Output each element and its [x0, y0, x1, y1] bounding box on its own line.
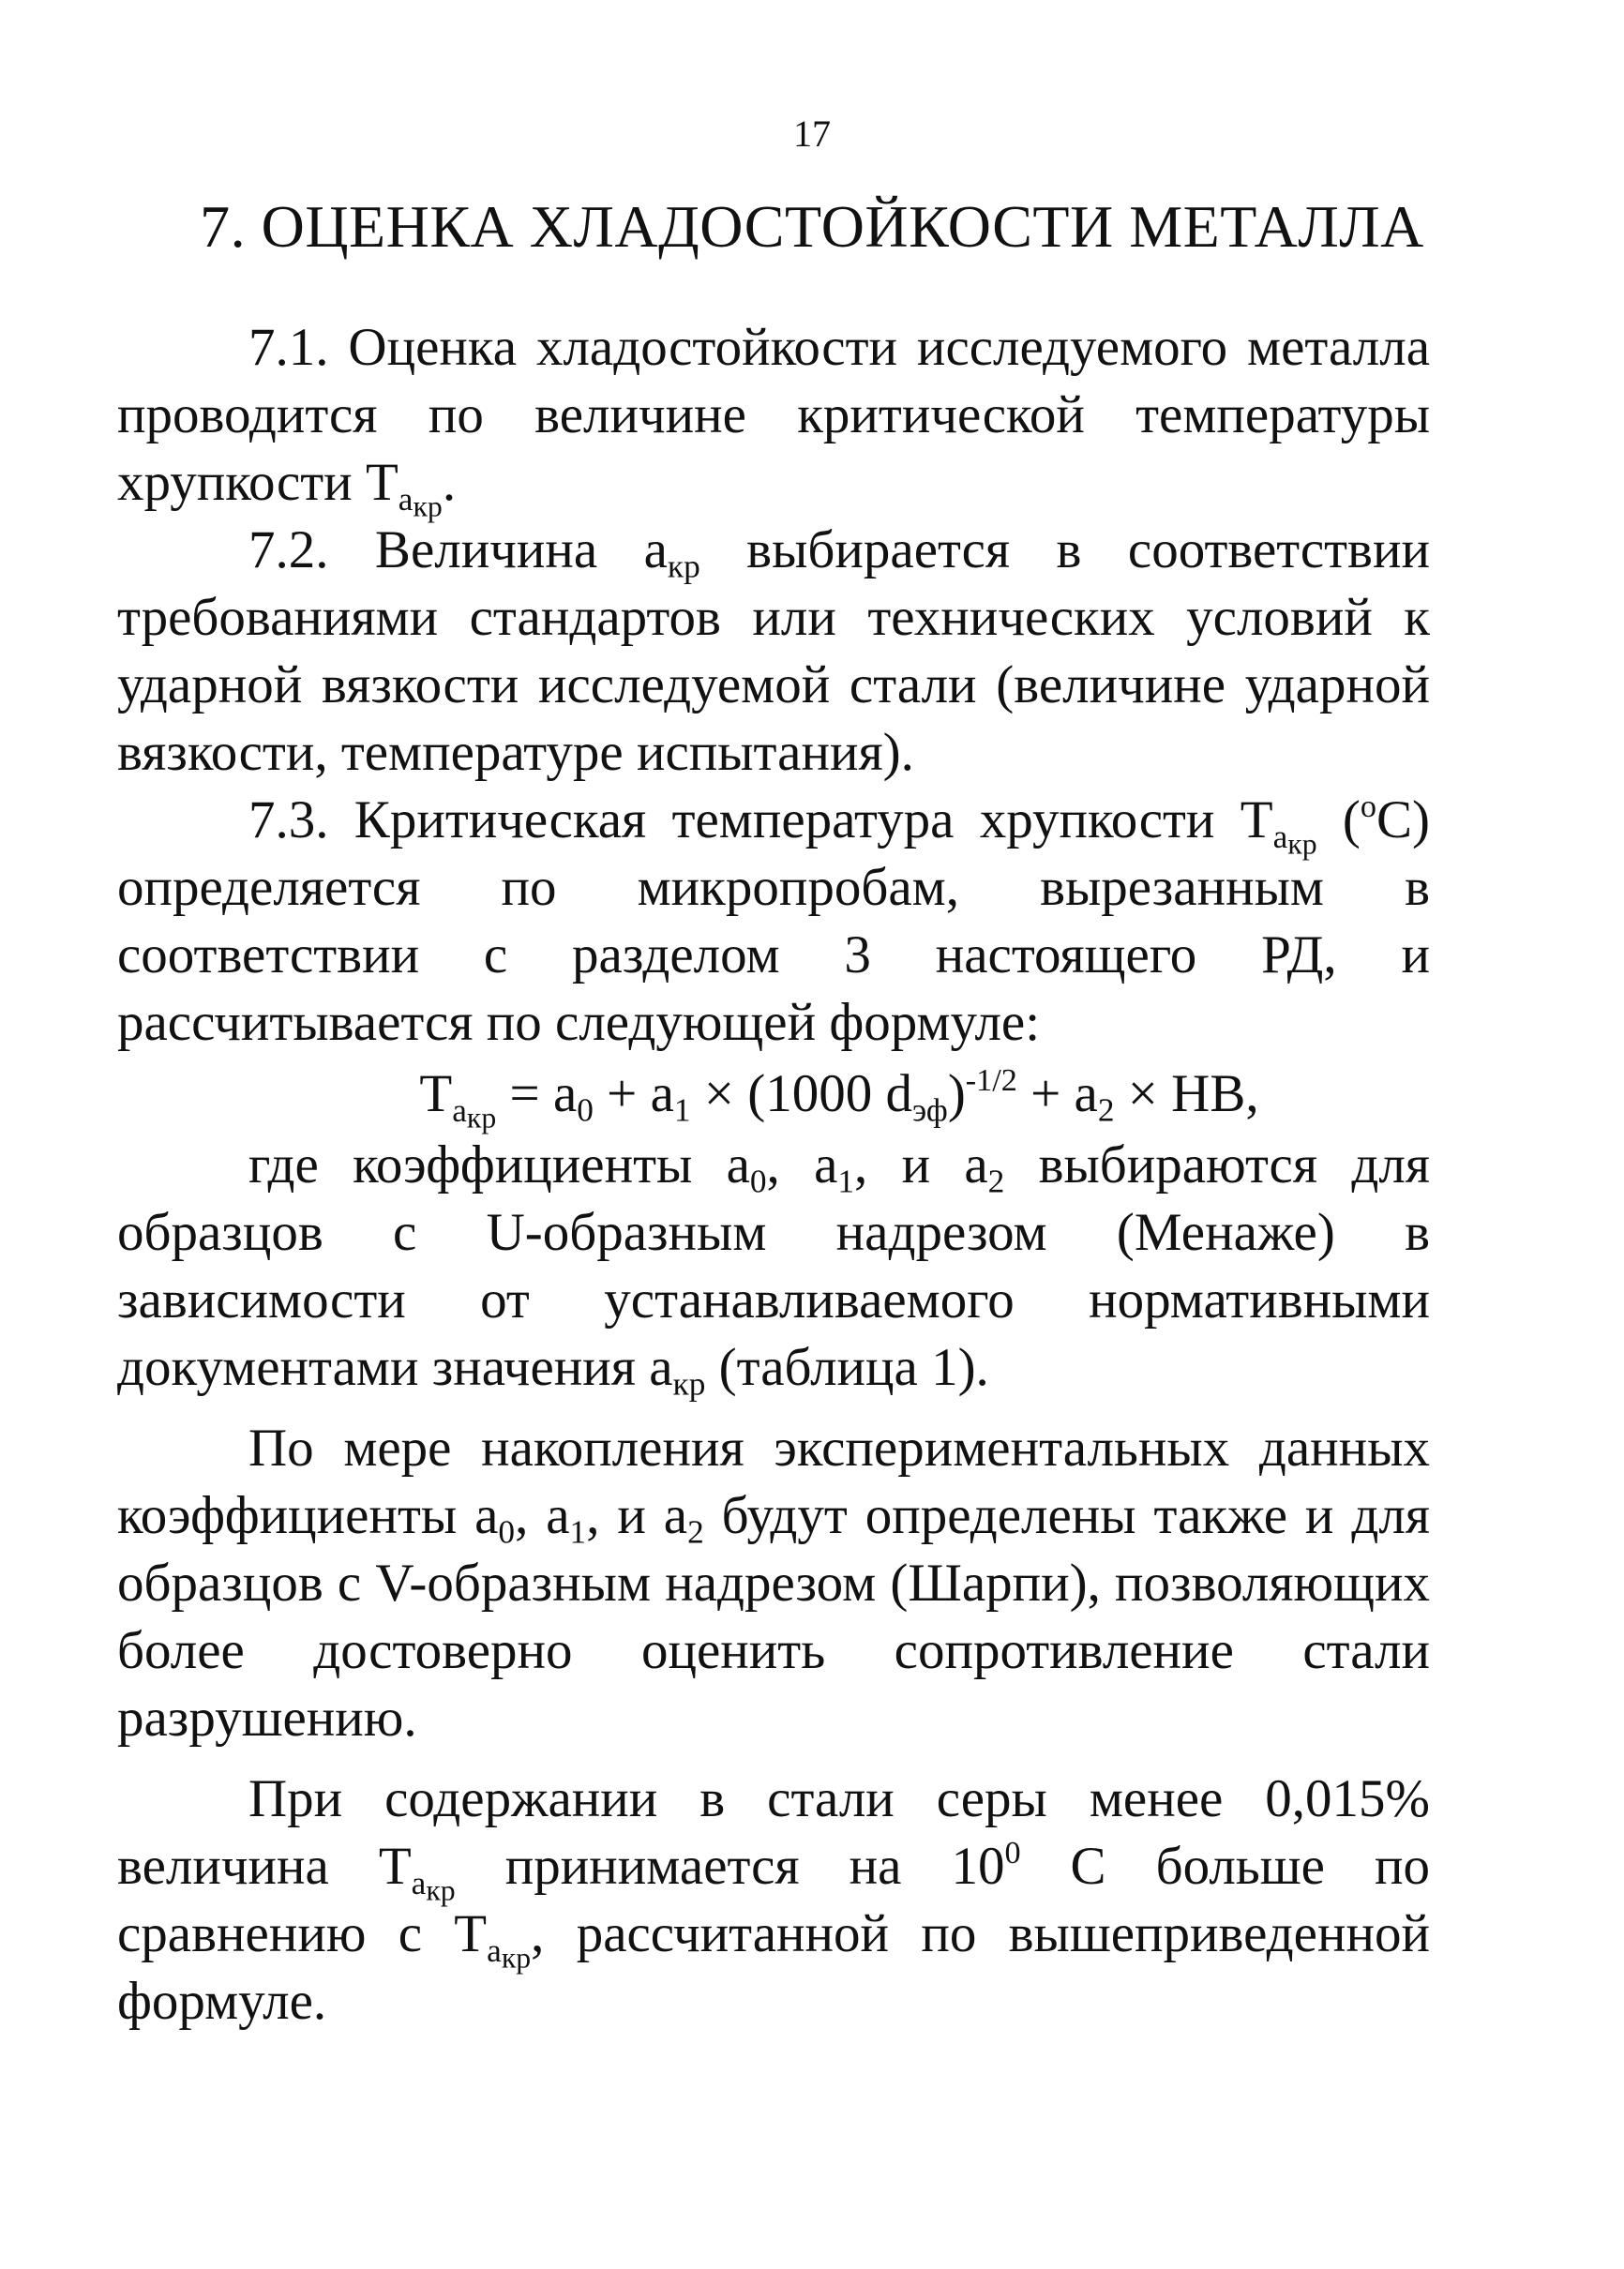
paragraph-7-2: 7.2. Величина $a_{кр}$ выбирается в соответствии требованиями стандартов или технических условий к ударной вязкости исследуемой стали (величине ударной вязкости, температуре испытания).: [117, 520, 1430, 782]
paragraph-sulfur: При содержании в стали серы менее 0,015% величина $T_{a_{кр}}$ принимается на $10^0$ С больше по сравнению с $T_{a_{кр}}$, рассчитанной по вышеприведенной формуле.: [117, 1769, 1430, 2031]
paragraph-7-1: 7.1. Оценка хладостойкости исследуемого металла проводится по величине критической температуры хрупкости $T_{a_{кр}}$.: [117, 318, 1430, 522]
formula: $T_{a_{кр}} = a_0 + a_1 \times (1000$ $d_{эф})^{-1/2} + a_2$ × HB,: [419, 1062, 1259, 1134]
document-body: [117, 314, 1430, 2036]
section-title: 7. ОЦЕНКА ХЛАДОСТОЙКОСТИ МЕТАЛЛА: [200, 193, 1424, 260]
page-number: 17: [793, 113, 831, 155]
paragraph-experiments: По мере накопления экспериментальных данных коэффициенты $a_0$, $a_1$, и $a_2$ будут определены также и для образцов с V-образным надрезом (Шарпи), позволяющих более достоверно оценить сопротивление стали разрушению.: [117, 1419, 1430, 1748]
paragraph-7-3: 7.3. Критическая температура хрупкости $T_{a_{кр}}$ ($^o$C) определяется по микропробам, вырезанным в соответствии с разделом 3 настоящего РД, и рассчитывается по следующей формуле:: [117, 789, 1431, 1052]
formula-explanation: где коэффициенты $a_0$, $a_1$, и $a_2$ выбираются для образцов с U-образным надрезом (Менаже) в зависимости от устанавливаемого нормативными документами значения $a_{кр}$ (таблица 1).: [117, 1135, 1430, 1403]
